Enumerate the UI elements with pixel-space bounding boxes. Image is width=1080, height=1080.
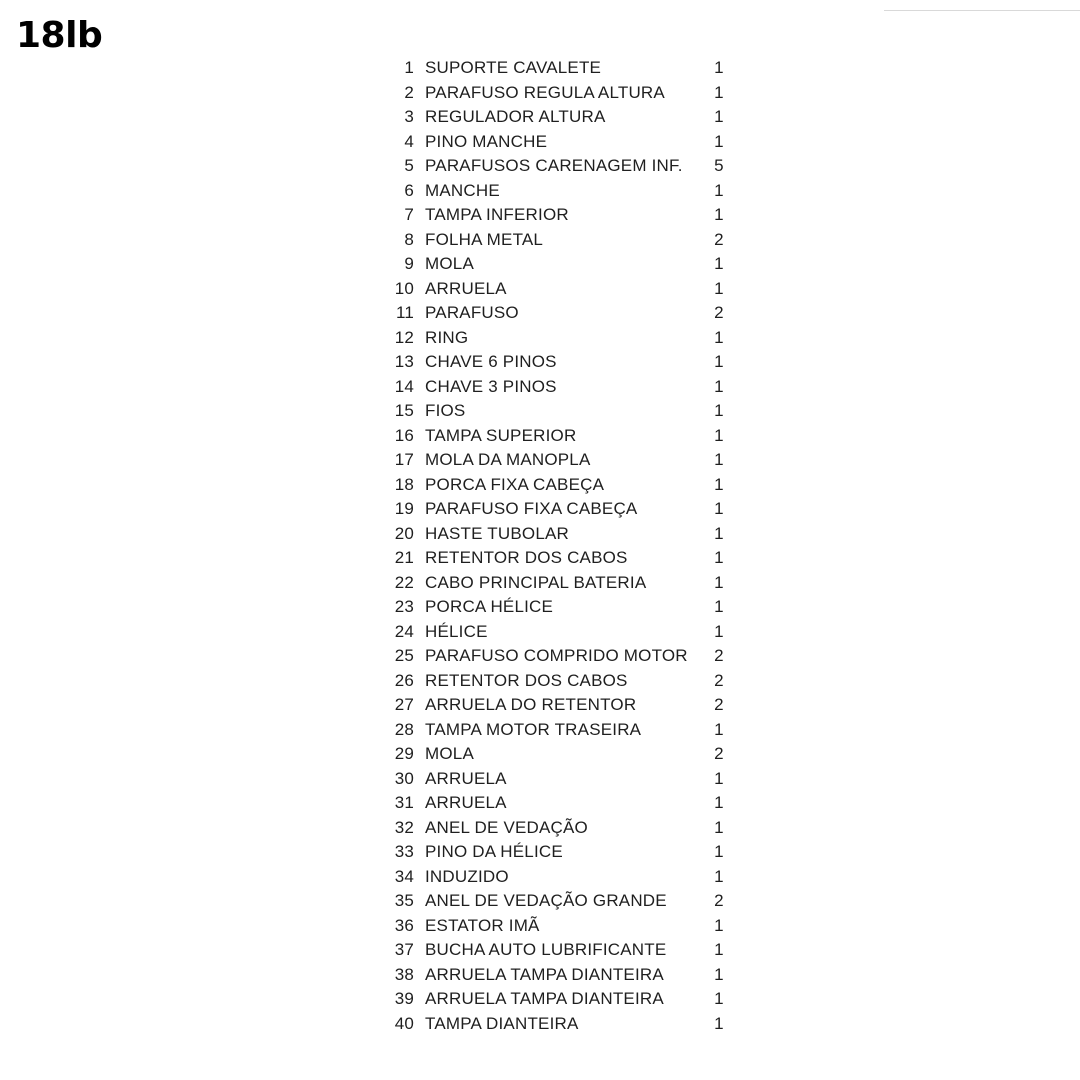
part-name: ARRUELA DO RETENTOR — [425, 695, 637, 714]
part-number: 27 — [394, 695, 414, 714]
part-quantity: 1 — [714, 842, 724, 861]
part-quantity: 1 — [714, 548, 724, 567]
part-name: SUPORTE CAVALETE — [425, 58, 602, 77]
part-number: 31 — [394, 793, 414, 812]
part-number: 22 — [394, 572, 414, 592]
part-quantity: 1 — [714, 940, 724, 959]
part-quantity: 1 — [714, 107, 724, 126]
parts-list-row — [380, 938, 740, 963]
part-number: 33 — [394, 842, 414, 861]
parts-list-row — [380, 228, 740, 253]
part-name: PORCA FIXA CABEÇA — [425, 474, 605, 494]
part-number: 28 — [394, 719, 414, 739]
parts-list-row — [380, 130, 740, 155]
parts-list — [380, 56, 740, 1036]
part-quantity: 2 — [714, 229, 724, 249]
parts-list-row — [380, 81, 740, 106]
part-quantity: 1 — [714, 621, 724, 641]
parts-list-row — [380, 473, 740, 498]
parts-list-row — [380, 350, 740, 375]
part-name: PARAFUSO FIXA CABEÇA — [425, 499, 638, 518]
parts-list-row — [380, 179, 740, 204]
parts-list-row — [380, 987, 740, 1012]
parts-list-row — [380, 1012, 740, 1037]
part-number: 32 — [394, 817, 414, 837]
part-name: MOLA — [425, 744, 474, 763]
parts-list-row — [380, 522, 740, 547]
part-number: 35 — [394, 891, 414, 910]
part-number: 30 — [394, 768, 414, 788]
parts-list-row — [380, 56, 740, 81]
parts-list-row — [380, 644, 740, 669]
part-number: 39 — [394, 989, 414, 1008]
part-number: 8 — [404, 229, 414, 249]
part-number: 2 — [404, 82, 414, 102]
part-number: 19 — [394, 499, 414, 518]
part-number: 3 — [404, 107, 414, 126]
part-number: 29 — [394, 744, 414, 763]
part-number: 16 — [394, 425, 414, 445]
part-quantity: 1 — [714, 719, 724, 739]
parts-list-row — [380, 620, 740, 645]
part-quantity: 1 — [714, 499, 724, 518]
part-quantity: 1 — [714, 82, 724, 102]
part-quantity: 1 — [714, 964, 724, 984]
part-name: ARRUELA — [425, 793, 507, 812]
parts-list-row — [380, 326, 740, 351]
part-name: RING — [425, 327, 469, 347]
part-name: INDUZIDO — [425, 866, 509, 886]
part-quantity: 1 — [714, 254, 724, 273]
part-name: TAMPA MOTOR TRASEIRA — [425, 719, 642, 739]
part-number: 37 — [394, 940, 414, 959]
part-quantity: 1 — [714, 278, 724, 298]
parts-list-row — [380, 571, 740, 596]
part-quantity: 5 — [714, 156, 724, 175]
part-name: ARRUELA — [425, 278, 507, 298]
part-number: 5 — [404, 156, 414, 175]
parts-list-row — [380, 595, 740, 620]
parts-list-row — [380, 252, 740, 277]
part-name: PINO DA HÉLICE — [425, 842, 563, 861]
part-number: 12 — [394, 327, 414, 347]
part-quantity: 1 — [714, 597, 724, 616]
part-quantity: 2 — [714, 670, 724, 690]
parts-list-row — [380, 399, 740, 424]
parts-list-row — [380, 767, 740, 792]
parts-list-row — [380, 840, 740, 865]
part-quantity: 1 — [714, 523, 724, 543]
part-name: ARRUELA — [425, 768, 507, 788]
part-name: HÉLICE — [425, 621, 488, 641]
part-quantity: 1 — [714, 793, 724, 812]
part-name: CHAVE 3 PINOS — [425, 376, 557, 396]
part-name: RETENTOR DOS CABOS — [425, 548, 628, 567]
part-name: FIOS — [425, 401, 466, 420]
part-number: 13 — [394, 352, 414, 371]
parts-list-row — [380, 693, 740, 718]
parts-list-row — [380, 203, 740, 228]
part-quantity: 2 — [714, 891, 724, 910]
part-name: FOLHA METAL — [425, 229, 544, 249]
part-name: RETENTOR DOS CABOS — [425, 670, 628, 690]
parts-list-row — [380, 375, 740, 400]
part-quantity: 1 — [714, 180, 724, 200]
part-quantity: 1 — [714, 450, 724, 469]
part-quantity: 1 — [714, 58, 724, 77]
part-quantity: 1 — [714, 131, 724, 151]
part-quantity: 1 — [714, 205, 724, 224]
part-quantity: 1 — [714, 401, 724, 420]
part-number: 15 — [394, 401, 414, 420]
part-quantity: 1 — [714, 376, 724, 396]
part-name: REGULADOR ALTURA — [425, 107, 606, 126]
part-number: 38 — [394, 964, 414, 984]
part-name: PORCA HÉLICE — [425, 597, 554, 616]
top-divider — [884, 10, 1080, 11]
part-quantity: 1 — [714, 768, 724, 788]
part-name: CHAVE 6 PINOS — [425, 352, 557, 371]
parts-list-row — [380, 424, 740, 449]
part-quantity: 1 — [714, 989, 724, 1008]
parts-list-row — [380, 914, 740, 939]
part-number: 25 — [394, 646, 414, 665]
part-name: PARAFUSO — [425, 303, 519, 322]
part-number: 23 — [394, 597, 414, 616]
part-quantity: 2 — [714, 646, 724, 665]
parts-list-row — [380, 791, 740, 816]
part-quantity: 1 — [714, 425, 724, 445]
part-name: MOLA DA MANOPLA — [425, 450, 591, 469]
part-number: 26 — [394, 670, 414, 690]
part-name: TAMPA INFERIOR — [425, 205, 569, 224]
parts-list-row — [380, 742, 740, 767]
part-number: 10 — [394, 278, 414, 298]
weight-badge: 18lb — [16, 15, 103, 56]
part-number: 9 — [404, 254, 414, 273]
parts-list-row — [380, 105, 740, 130]
part-name: TAMPA SUPERIOR — [425, 425, 577, 445]
parts-list-row — [380, 301, 740, 326]
part-name: MOLA — [425, 254, 474, 273]
parts-list-row — [380, 889, 740, 914]
part-quantity: 2 — [714, 303, 724, 322]
part-number: 7 — [404, 205, 414, 224]
part-quantity: 1 — [714, 866, 724, 886]
part-number: 18 — [394, 474, 414, 494]
part-quantity: 1 — [714, 474, 724, 494]
part-name: MANCHE — [425, 180, 500, 200]
part-number: 34 — [394, 866, 414, 886]
part-quantity: 1 — [714, 915, 724, 935]
part-name: ARRUELA TAMPA DIANTEIRA — [425, 964, 664, 984]
part-quantity: 1 — [714, 1013, 724, 1033]
part-name: PARAFUSO COMPRIDO MOTOR — [425, 646, 688, 665]
parts-list-row — [380, 816, 740, 841]
part-name: PARAFUSOS CARENAGEM INF. — [425, 156, 683, 175]
part-quantity: 1 — [714, 817, 724, 837]
part-name: ARRUELA TAMPA DIANTEIRA — [425, 989, 664, 1008]
part-number: 11 — [395, 303, 414, 322]
part-number: 20 — [394, 523, 414, 543]
parts-list-row — [380, 277, 740, 302]
part-number: 36 — [394, 915, 414, 935]
part-number: 24 — [394, 621, 414, 641]
parts-list-row — [380, 448, 740, 473]
parts-list-row — [380, 718, 740, 743]
part-name: ANEL DE VEDAÇÃO GRANDE — [425, 891, 667, 910]
parts-list-row — [380, 865, 740, 890]
part-quantity: 1 — [714, 572, 724, 592]
part-name: BUCHA AUTO LUBRIFICANTE — [425, 940, 667, 959]
part-number: 14 — [394, 376, 414, 396]
part-quantity: 1 — [714, 327, 724, 347]
part-name: TAMPA DIANTEIRA — [425, 1013, 579, 1033]
part-name: ESTATOR IMÃ — [425, 915, 540, 935]
parts-list-row — [380, 154, 740, 179]
part-quantity: 1 — [714, 352, 724, 371]
part-name: HASTE TUBOLAR — [425, 523, 569, 543]
parts-list-row — [380, 546, 740, 571]
part-number: 21 — [394, 548, 414, 567]
part-quantity: 2 — [714, 744, 724, 763]
part-number: 17 — [394, 450, 414, 469]
part-number: 1 — [404, 58, 414, 77]
part-name: ANEL DE VEDAÇÃO — [425, 817, 588, 837]
part-quantity: 2 — [714, 695, 724, 714]
part-name: PINO MANCHE — [425, 131, 548, 151]
parts-list-row — [380, 669, 740, 694]
parts-list-row — [380, 497, 740, 522]
part-name: PARAFUSO REGULA ALTURA — [425, 82, 665, 102]
parts-list-row — [380, 963, 740, 988]
part-number: 6 — [404, 180, 414, 200]
part-number: 40 — [394, 1013, 414, 1033]
part-number: 4 — [404, 131, 414, 151]
part-name: CABO PRINCIPAL BATERIA — [425, 572, 647, 592]
